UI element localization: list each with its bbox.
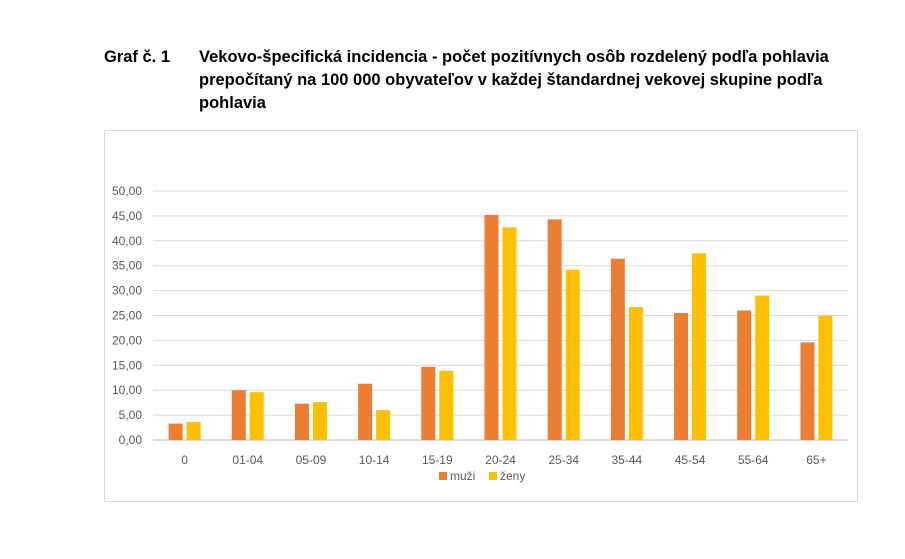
x-tick-label: 20-24 — [485, 453, 516, 467]
bar-muzi — [485, 215, 499, 440]
bar-muzi — [737, 311, 751, 440]
bar-zeny — [439, 371, 453, 440]
bar-zeny — [692, 253, 706, 440]
y-tick-label: 30,00 — [111, 283, 142, 298]
x-tick-label: 25-34 — [548, 453, 580, 467]
y-tick-label: 50,00 — [111, 184, 142, 198]
y-tick-label: 40,00 — [111, 233, 142, 248]
bar-zeny — [566, 270, 580, 440]
bar-zeny — [376, 410, 390, 440]
legend-swatch — [489, 472, 497, 480]
legend-label: ženy — [500, 469, 526, 483]
x-tick-label: 0 — [181, 453, 188, 467]
x-tick-label: 01-04 — [232, 453, 264, 467]
legend-label: muži — [450, 469, 476, 483]
bar-muzi — [611, 259, 625, 440]
bar-zeny — [818, 316, 832, 441]
bar-muzi — [800, 342, 814, 440]
bar-zeny — [187, 422, 201, 440]
x-tick-label: 65+ — [806, 453, 827, 467]
bar-muzi — [232, 390, 246, 440]
bar-muzi — [295, 404, 309, 440]
bar-muzi — [421, 367, 435, 440]
y-tick-label: 45,00 — [111, 208, 142, 223]
bar-muzi — [358, 384, 372, 440]
x-tick-label: 05-09 — [295, 453, 327, 467]
y-tick-label: 5,00 — [118, 408, 142, 423]
bar-zeny — [755, 296, 769, 440]
figure-number: Graf č. 1 — [104, 48, 171, 66]
y-tick-label: 10,00 — [111, 383, 142, 398]
bar-muzi — [169, 424, 183, 440]
x-tick-label: 45-54 — [674, 453, 706, 467]
y-tick-label: 15,00 — [111, 358, 142, 373]
y-tick-label: 20,00 — [111, 333, 142, 348]
figure-title: Vekovo-špecifická incidencia - počet pozitívnych osôb rozdelený podľa pohlavia prepočítaný na 100 000 obyvateľov v každej štandardnej vekovej skupine podľa pohlavia — [199, 48, 829, 112]
bar-zeny — [629, 307, 643, 440]
x-tick-label: 55-64 — [737, 453, 769, 467]
bar-muzi — [674, 313, 688, 440]
bar-zeny — [313, 402, 327, 440]
y-tick-label: 0,00 — [118, 433, 142, 447]
x-tick-label: 15-19 — [421, 453, 453, 467]
y-tick-label: 25,00 — [111, 308, 142, 323]
y-tick-label: 35,00 — [111, 258, 142, 273]
bar-muzi — [548, 219, 562, 440]
bar-zeny — [250, 392, 264, 440]
x-tick-label: 10-14 — [358, 453, 390, 467]
bar-zeny — [503, 227, 517, 440]
x-tick-label: 35-44 — [611, 453, 643, 467]
legend-swatch — [439, 472, 447, 480]
